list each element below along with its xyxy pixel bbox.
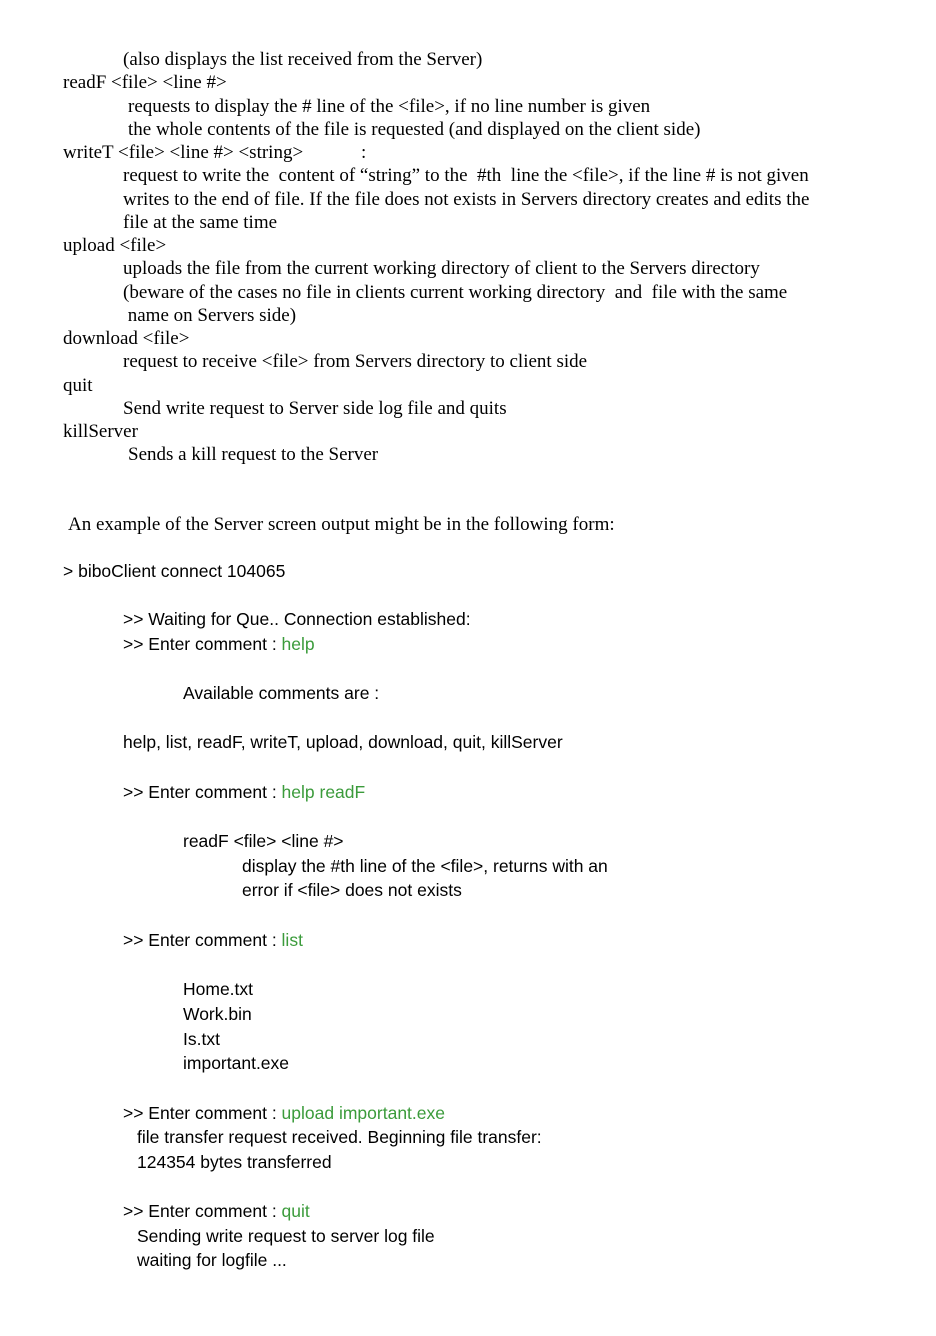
terminal-prompt-quit [123, 1203, 310, 1221]
terminal-quit-output1: Sending write request to server log file [137, 1226, 435, 1246]
terminal-prompt-help [123, 636, 315, 654]
terminal-command: > biboClient connect 104065 [63, 561, 286, 581]
prompt-label: >> Enter comment : [123, 930, 282, 950]
terminal-comment-list: help, list, readF, writeT, upload, download, quit, killServer [123, 732, 563, 752]
user-input-upload: upload important.exe [281, 1103, 445, 1123]
download-signature: download <file> [63, 328, 190, 349]
file-list-item: Is.txt [183, 1029, 220, 1049]
terminal-readF-desc2: error if <file> does not exists [242, 880, 462, 900]
killServer-signature: killServer [63, 421, 138, 442]
upload-signature: upload <file> [63, 235, 167, 256]
user-input-list: list [281, 930, 303, 950]
user-input-help: help [281, 634, 315, 654]
file-list-item: Home.txt [183, 979, 254, 999]
readF-signature: readF <file> <line #> [63, 72, 227, 93]
download-desc-line1: request to receive <file> from Servers directory to client side [123, 351, 588, 372]
terminal-quit-output2: waiting for logfile ... [137, 1250, 287, 1270]
terminal-prompt-list [123, 932, 303, 950]
prompt-label: >> Enter comment : [123, 634, 282, 654]
writeT-signature: writeT <file> <line #> <string> [63, 142, 304, 163]
readF-desc-line2: the whole contents of the file is requested (and displayed on the client side) [128, 119, 701, 140]
example-intro: An example of the Server screen output might be in the following form: [68, 514, 615, 535]
terminal-prompt-upload [123, 1105, 445, 1123]
file-list-item: Work.bin [183, 1004, 252, 1024]
file-list-item: important.exe [183, 1053, 290, 1073]
terminal-waiting: >> Waiting for Que.. Connection established: [123, 609, 471, 629]
terminal-upload-output1: file transfer request received. Beginning file transfer: [137, 1127, 542, 1147]
terminal-readF-desc1: display the #th line of the <file>, returns with an [242, 856, 608, 876]
upload-desc-line2: (beware of the cases no file in clients current working directory and file with the same [123, 282, 788, 303]
prompt-label: >> Enter comment : [123, 1201, 282, 1221]
writeT-desc-line1: request to write the content of “string” to the #th line the <file>, if the line # is not given [123, 165, 809, 186]
upload-desc-line1: uploads the file from the current working directory of client to the Servers directory [123, 258, 760, 279]
killServer-desc-line1: Sends a kill request to the Server [128, 444, 379, 465]
list-desc-continued: (also displays the list received from the Server) [123, 49, 483, 70]
writeT-colon: : [361, 142, 367, 163]
upload-desc-line3: name on Servers side) [123, 305, 297, 326]
writeT-desc-line3: file at the same time [123, 212, 278, 233]
quit-signature: quit [63, 375, 93, 396]
writeT-desc-line2: writes to the end of file. If the file does not exists in Servers directory creates and edits the [123, 189, 810, 210]
prompt-label: >> Enter comment : [123, 782, 282, 802]
quit-desc-line1: Send write request to Server side log file and quits [123, 398, 507, 419]
terminal-prompt-help-readF [123, 784, 365, 802]
user-input-quit: quit [281, 1201, 310, 1221]
terminal-upload-output2: 124354 bytes transferred [137, 1152, 332, 1172]
prompt-label: >> Enter comment : [123, 1103, 282, 1123]
terminal-readF-signature: readF <file> <line #> [183, 831, 344, 851]
readF-desc-line1: requests to display the # line of the <file>, if no line number is given [128, 96, 651, 117]
user-input-help-readF: help readF [281, 782, 366, 802]
terminal-available: Available comments are : [183, 683, 380, 703]
